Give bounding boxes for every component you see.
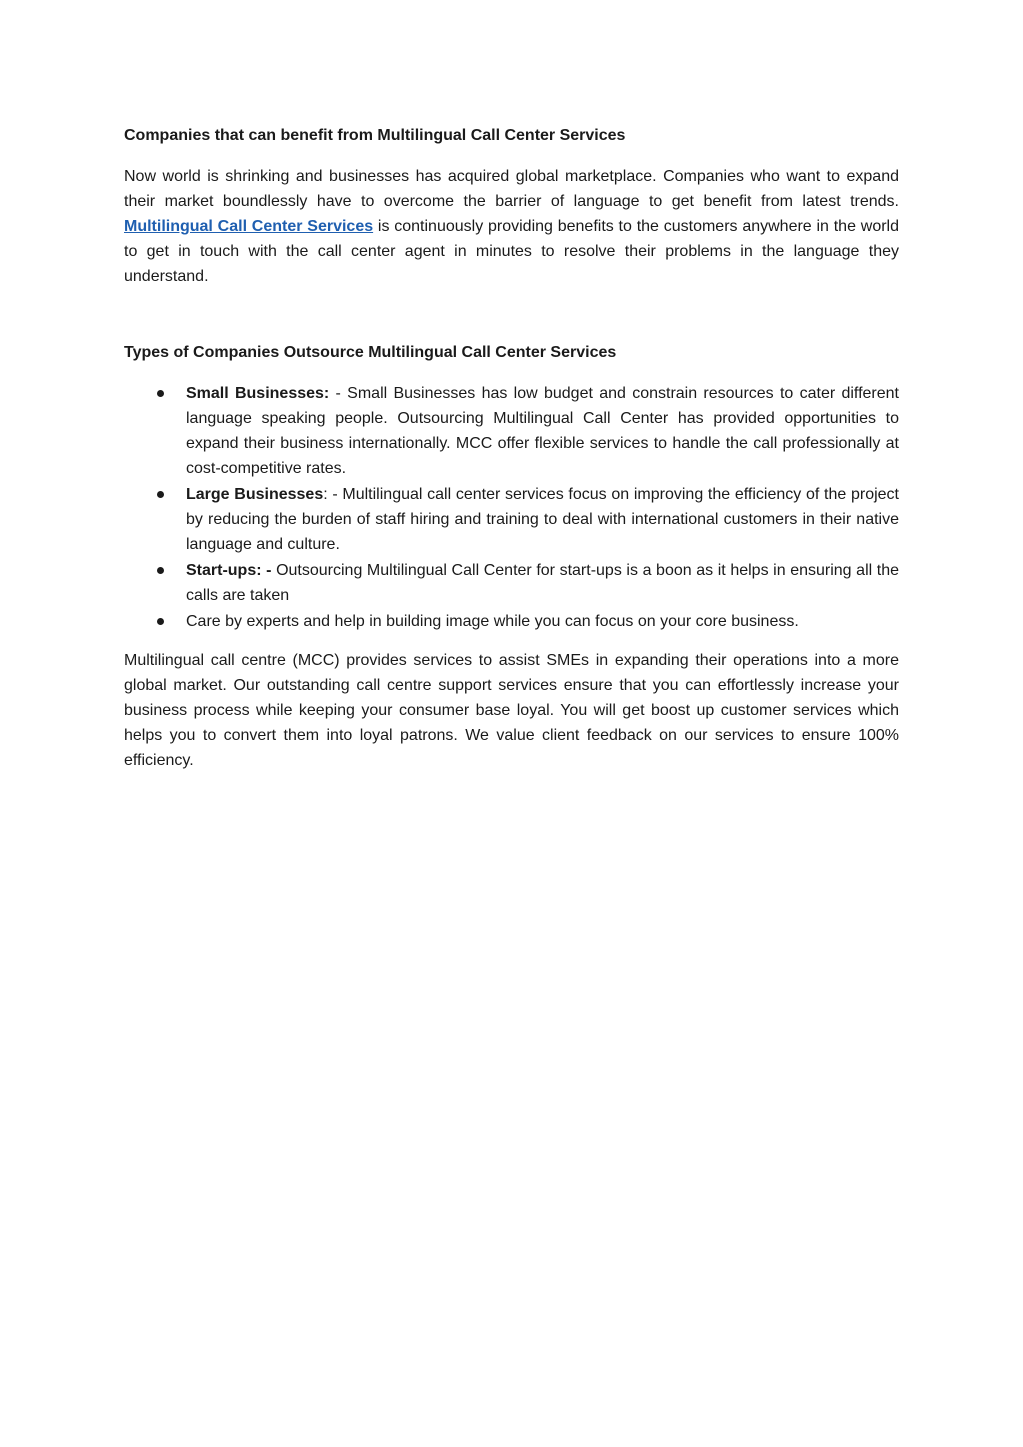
list-item-large-businesses	[124, 482, 899, 557]
list-item-care-by-experts	[124, 609, 899, 634]
section-heading-types-of-companies: Types of Companies Outsource Multilingual Call Center Services	[124, 344, 617, 361]
multilingual-call-center-services-link[interactable]: Multilingual Call Center Services	[124, 218, 374, 235]
list-item-label: Small Businesses:	[186, 385, 330, 402]
intro-paragraph	[124, 164, 899, 289]
list-item-start-ups	[124, 558, 899, 608]
list-item-label: Start-ups: -	[186, 562, 272, 579]
closing-paragraph: Multilingual call centre (MCC) provides services to assist SMEs in expanding their operations into a more global market. Our outstanding call centre support services ensure that you can effortlessly increase your business process while keeping your consumer base loyal. You will get boost up customer services which helps you to convert them into loyal patrons. We value client feedback on our services to ensure 100% efficiency.	[124, 652, 899, 769]
intro-text-after-link: is continuously providing benefits to the customers anywhere in the world to get in touch with the call center agent in minutes to resolve their problems in the language they understand.	[124, 218, 899, 285]
list-item-text: Outsourcing Multilingual Call Center for start-ups is a boon as it helps in ensuring all the calls are taken	[186, 562, 900, 604]
list-item-label: Large Businesses	[186, 486, 324, 503]
list-item-small-businesses	[124, 381, 899, 481]
intro-text-before-link: Now world is shrinking and businesses has acquired global marketplace. Companies who want to expand their market boundlessly have to overcome the barrier of language to get benefit from latest trends.	[124, 168, 899, 210]
section-heading-companies-benefit: Companies that can benefit from Multilingual Call Center Services	[124, 127, 626, 144]
bullet-dot-icon	[157, 618, 164, 625]
list-item-text: - Small Businesses has low budget and constrain resources to cater different language speaking people. Outsourcing Multilingual Call Center has provided opportunities to expand their business internationally. MCC offer flexible services to handle the call professionally at cost-competitive rates.	[186, 385, 899, 477]
bullet-dot-icon	[157, 567, 164, 574]
company-types-list	[124, 381, 899, 634]
list-item-text: : - Multilingual call center services focus on improving the efficiency of the project by reducing the burden of staff hiring and training to deal with international customers in their native language and culture.	[186, 486, 899, 553]
list-item-text: Care by experts and help in building image while you can focus on your core business.	[186, 613, 799, 630]
bullet-dot-icon	[157, 390, 164, 397]
bullet-dot-icon	[157, 491, 164, 498]
